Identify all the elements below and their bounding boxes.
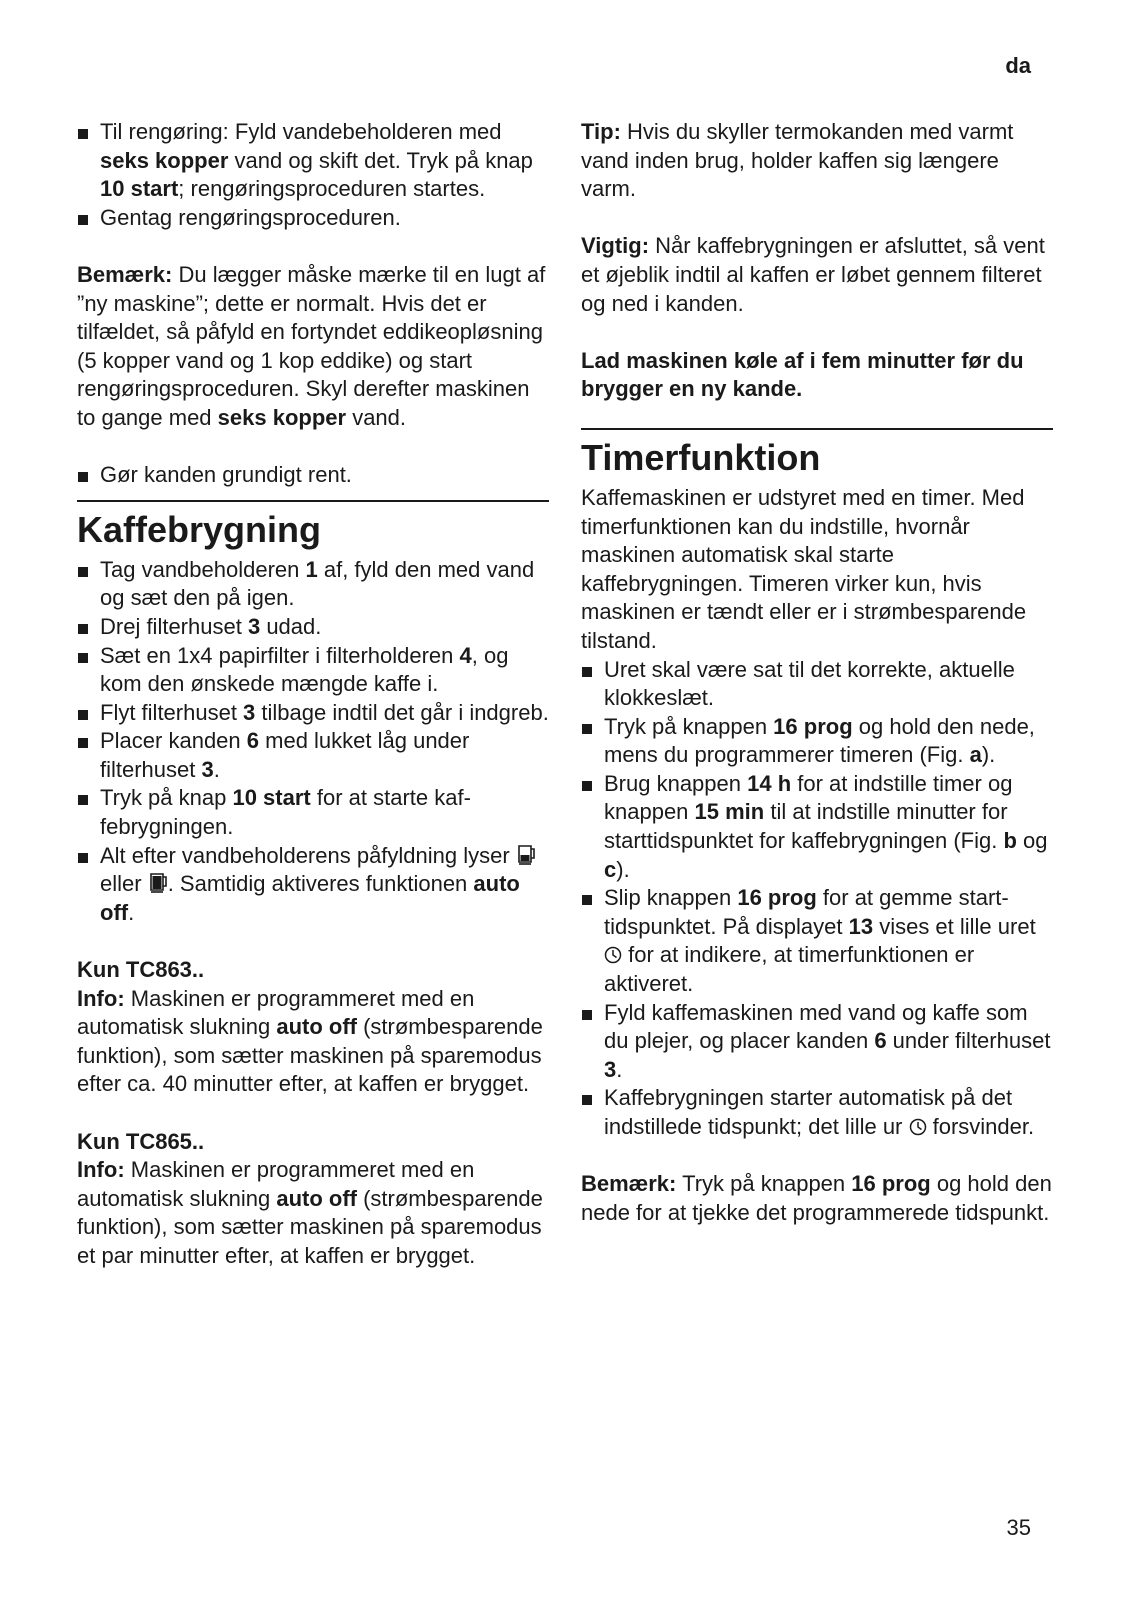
- section-heading-kaffebrygning: Kaffebrygning: [77, 508, 322, 550]
- important-paragraph: Vigtig: Når kaffebrygningen er afsluttet, så vent et øjeblik indtil al kaffen er løbet gennem filteret og ned i kanden.: [581, 233, 1045, 316]
- section-divider: [581, 428, 1053, 430]
- clean-jug-list: [77, 461, 549, 490]
- list-item: Drej filterhuset 3 udad.: [77, 613, 549, 642]
- list-item: Til rengøring: Fyld vandebeholderen med seks kopper vand og skift det. Tryk på knap 10 start; rengøringsproceduren startes.: [77, 118, 549, 204]
- list-item: Brug knappen 14 h for at indstille timer og knappen 15 min til at indstille minutter for starttidspunktet for kaffebrygningen (Fig. b og c).: [581, 770, 1053, 884]
- left-column: [77, 118, 549, 1271]
- list-item: Placer kanden 6 med lukket låg under filterhuset 3.: [77, 727, 549, 784]
- list-item: Tryk på knap 10 start for at starte kaffebrygningen.: [77, 784, 549, 841]
- list-item: Slip knappen 16 prog for at gemme starttidspunktet. På displayet 13 vises et lille uret for at indikere, at timerfunktionen er aktiveret.: [581, 884, 1053, 998]
- half-full-carafe-icon: [516, 844, 536, 866]
- list-item: Sæt en 1x4 papirfilter i filterholderen 4, og kom den ønskede mængde kaffe i.: [77, 642, 549, 699]
- tc863-info: Info: Maskinen er programmeret med en automatisk slukning auto off (strømbesparende funktion), som sætter maskinen på sparemodus efter ca. 40 minutter efter, at kaffen er brygget.: [77, 985, 543, 1097]
- list-item: Kaffebrygningen starter automatisk på det indstillede tidspunkt; det lille ur forsvinder.: [581, 1084, 1053, 1141]
- list-item: Gør kanden grundigt rent.: [77, 461, 549, 490]
- cleaning-list: [77, 118, 549, 232]
- list-item: Fyld kaffemaskinen med vand og kaffe som du plejer, og placer kanden 6 under filterhuset 3.: [581, 999, 1053, 1085]
- tc865-info: Info: Maskinen er programmeret med en automatisk slukning auto off (strømbesparende funktion), som sætter maskinen på sparemodus et par minutter efter, at kaffen er brygget.: [77, 1157, 543, 1268]
- list-item: Uret skal være sat til det korrekte, aktuelle klokkeslæt.: [581, 656, 1053, 713]
- tip-paragraph: Tip: Hvis du skyller termokanden med varmt vand inden brug, holder kaffen sig længere varm.: [581, 119, 1014, 202]
- timer-steps: [581, 656, 1053, 1142]
- list-item: Flyt filterhuset 3 tilbage indtil det går i indgreb.: [77, 699, 549, 728]
- tc865-title: Kun TC865..: [77, 1128, 205, 1154]
- clock-icon: [909, 1118, 927, 1136]
- clock-icon: [604, 946, 622, 964]
- section-heading-timerfunktion: Timerfunktion: [581, 436, 821, 478]
- full-carafe-icon: [148, 872, 168, 894]
- page-number: 35: [1006, 1515, 1031, 1540]
- right-column: [581, 118, 1053, 1227]
- section-divider: [77, 500, 549, 502]
- cooling-warning: Lad maskinen køle af i fem minutter før du brygger en ny kande.: [581, 347, 1024, 402]
- note-paragraph: Bemærk: Du lægger måske mærke til en lugt af ”ny maskine”; dette er normalt. Hvis det er tilfældet, så påfyld en fortyndet eddikeopløsning (5 kopper vand og 1 kop eddike) og start rengøringsproceduren. Skyl derefter maskinen to gange med seks kopper vand.: [77, 261, 546, 430]
- tc863-title: Kun TC863..: [77, 957, 205, 983]
- timer-note: Bemærk: Tryk på knappen 16 prog og hold den nede for at tjekke det programmerede tidspunkt.: [581, 1171, 1052, 1225]
- list-item: Tryk på knappen 16 prog og hold den nede, mens du programmerer timeren (Fig. a).: [581, 713, 1053, 770]
- list-item: Gentag rengøringsproceduren.: [77, 204, 549, 233]
- language-code: da: [1005, 53, 1031, 78]
- list-item: Alt efter vandbeholderens påfyldning lyser eller . Samtidig aktiveres funktionen auto off.: [77, 842, 549, 928]
- timer-intro: Kaffemaskinen er udstyret med en timer. Med timerfunktionen kan du indstille, hvornår maskinen automatisk skal starte kaffebrygningen. Timeren virker kun, hvis maskinen er tændt eller er i strømbesparende tilstand.: [581, 484, 1027, 653]
- brewing-steps: [77, 556, 549, 928]
- list-item: Tag vandbeholderen 1 af, fyld den med vand og sæt den på igen.: [77, 556, 549, 613]
